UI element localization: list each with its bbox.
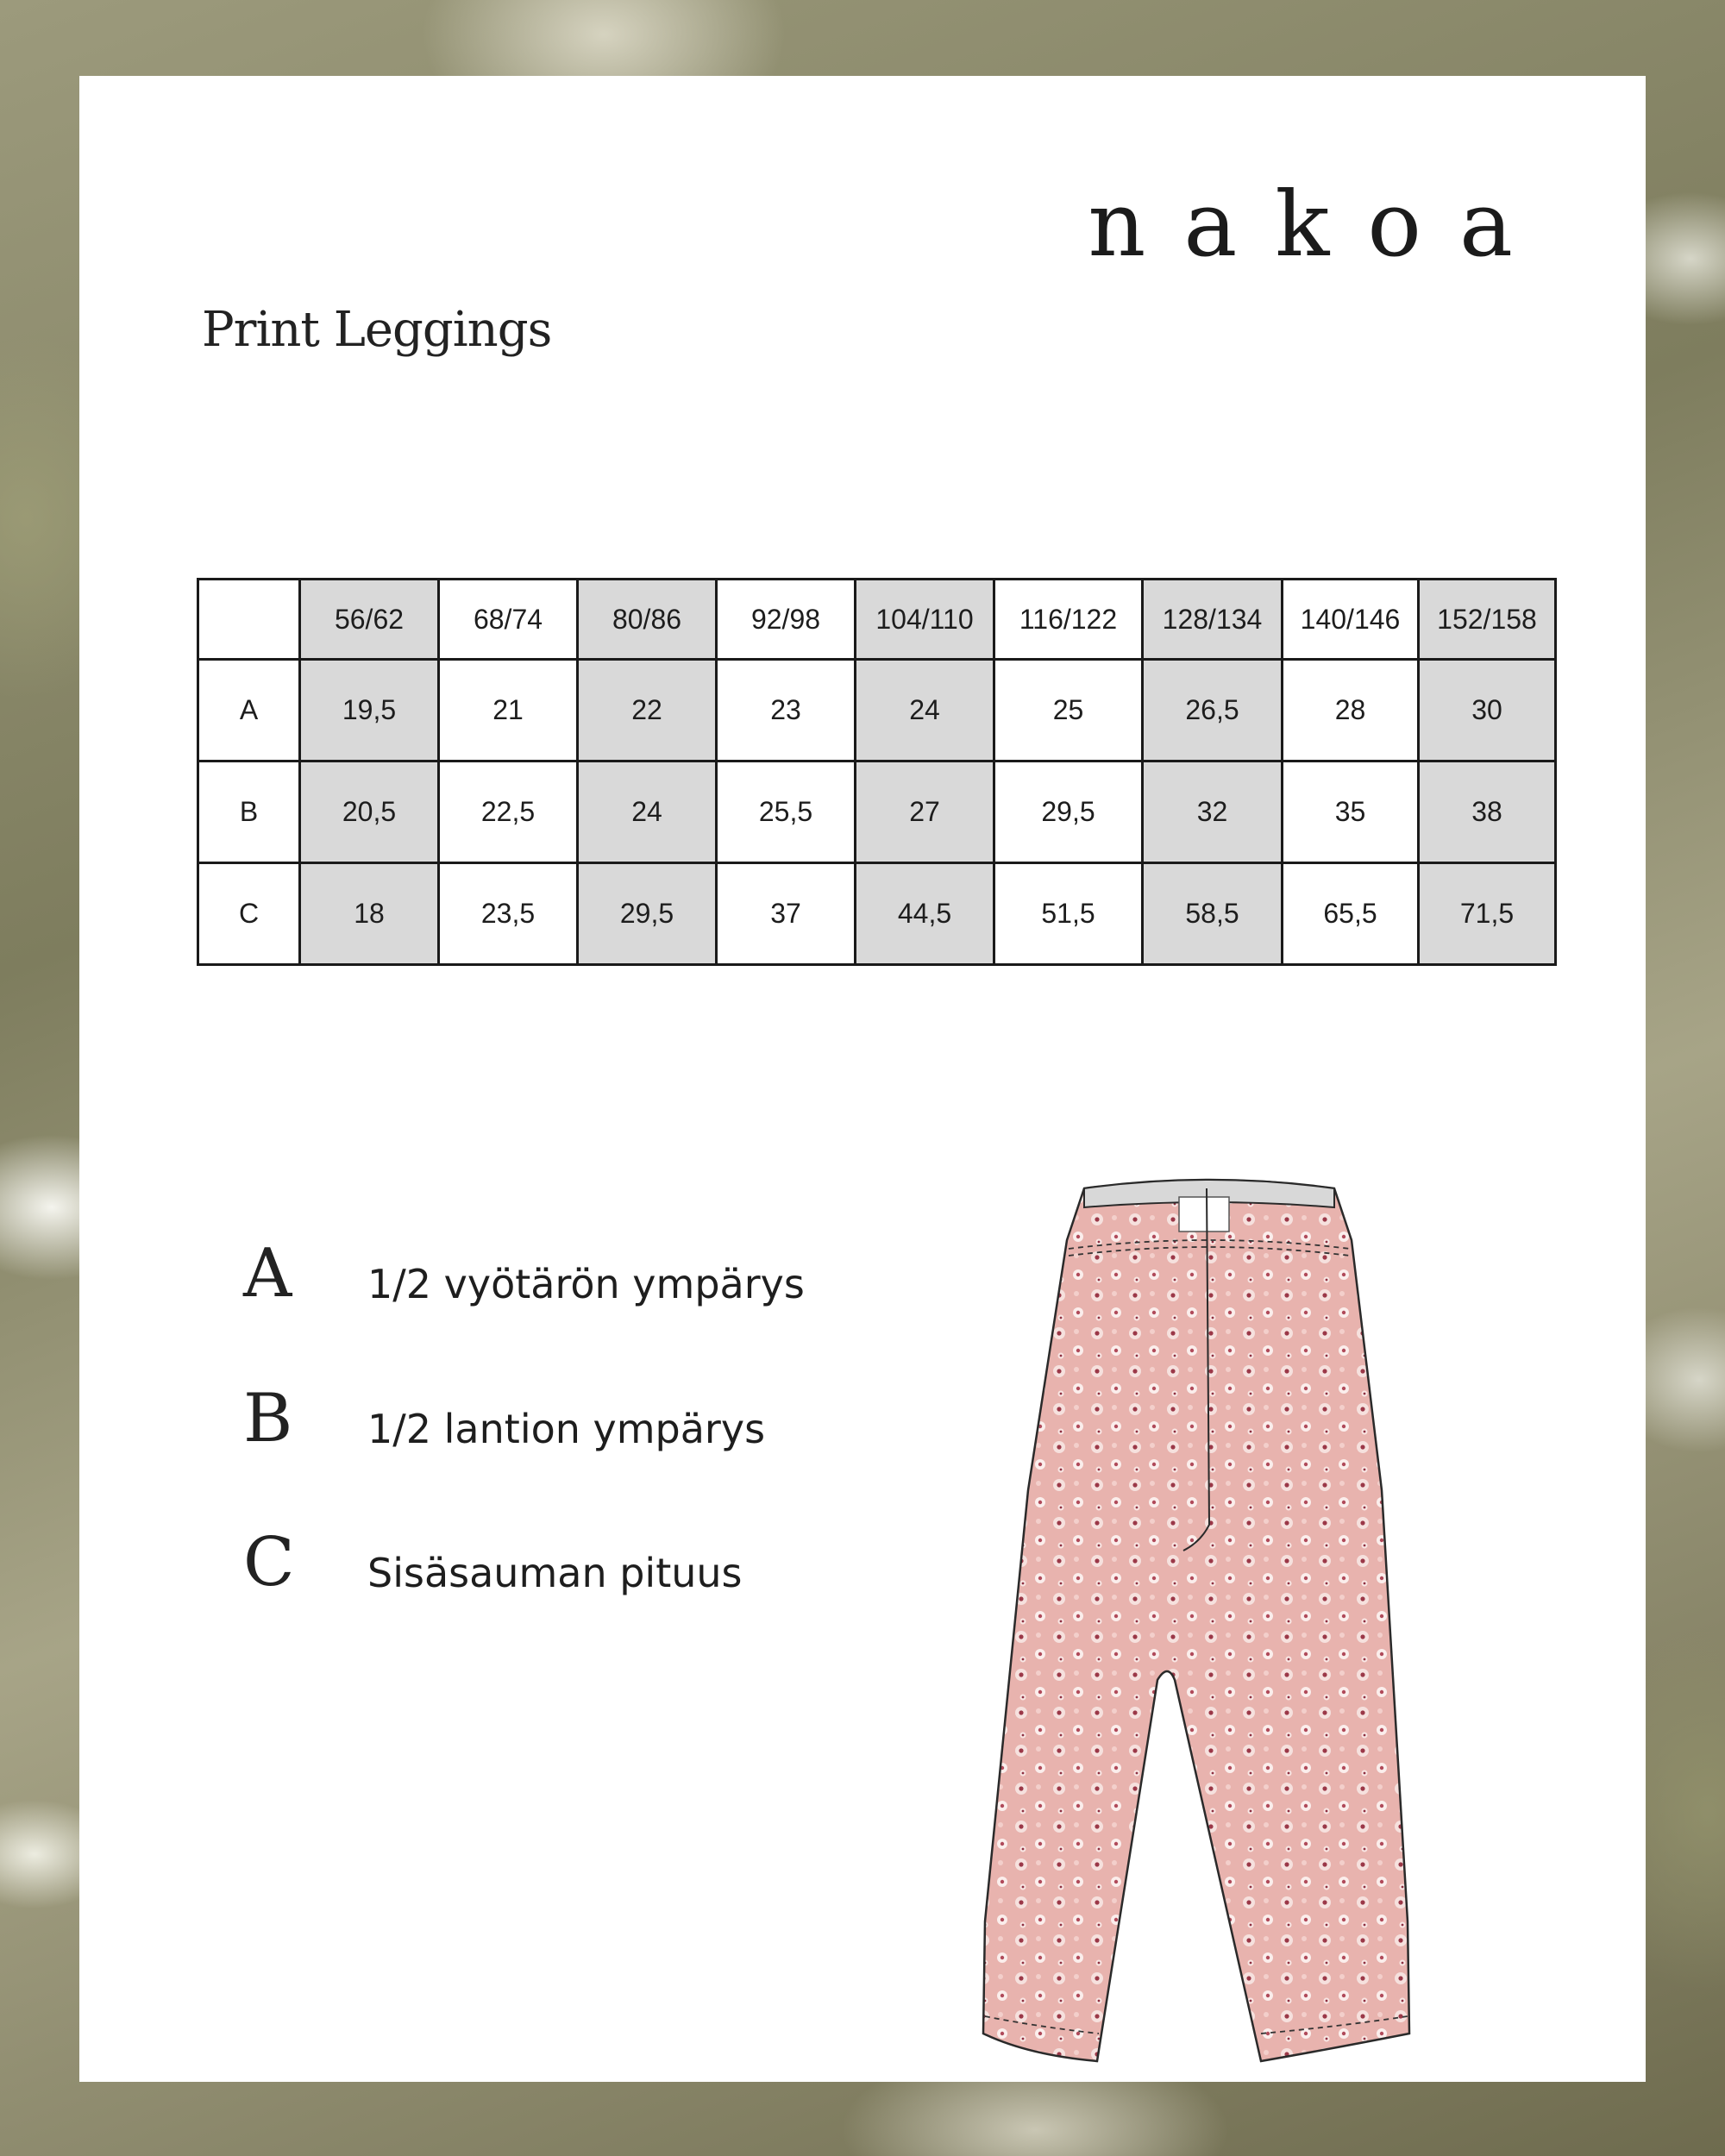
table-cell: 18 xyxy=(300,863,439,965)
table-cell: 22,5 xyxy=(439,761,578,863)
legend-item-a xyxy=(243,1235,933,1344)
table-cell: 23,5 xyxy=(439,863,578,965)
row-label: B xyxy=(198,761,300,863)
table-cell: 29,5 xyxy=(994,761,1143,863)
row-label: C xyxy=(198,863,300,965)
size-header: 68/74 xyxy=(439,580,578,660)
table-cell: 25,5 xyxy=(717,761,856,863)
size-header: 152/158 xyxy=(1419,580,1556,660)
table-cell: 22 xyxy=(578,660,717,761)
size-header: 128/134 xyxy=(1143,580,1283,660)
legend-text: 1/2 vyötärön ympärys xyxy=(367,1261,805,1307)
table-cell: 35 xyxy=(1283,761,1419,863)
table-row-c xyxy=(198,863,1556,965)
size-header: 140/146 xyxy=(1283,580,1419,660)
legend-text: Sisäsauman pituus xyxy=(367,1550,743,1596)
size-header: 92/98 xyxy=(717,580,856,660)
legend-letter: C xyxy=(243,1524,295,1601)
table-cell: 24 xyxy=(856,660,994,761)
size-header: 56/62 xyxy=(300,580,439,660)
leggings-shape xyxy=(983,1180,1409,2061)
size-table xyxy=(197,578,1557,966)
row-label: A xyxy=(198,660,300,761)
legend-item-b xyxy=(243,1380,933,1489)
page-title: Print Leggings xyxy=(202,302,552,358)
table-cell: 19,5 xyxy=(300,660,439,761)
legend-item-c xyxy=(243,1524,933,1633)
size-chart-card xyxy=(79,76,1646,2082)
legend-letter: A xyxy=(243,1235,292,1313)
brand-logo: nakoa xyxy=(1088,172,1551,277)
table-cell: 27 xyxy=(856,761,994,863)
table-cell: 20,5 xyxy=(300,761,439,863)
table-cell: 37 xyxy=(717,863,856,965)
table-cell: 28 xyxy=(1283,660,1419,761)
table-row-a xyxy=(198,660,1556,761)
table-cell: 51,5 xyxy=(994,863,1143,965)
table-cell: 25 xyxy=(994,660,1143,761)
table-cell: 65,5 xyxy=(1283,863,1419,965)
table-cell: 23 xyxy=(717,660,856,761)
table-cell: 26,5 xyxy=(1143,660,1283,761)
table-cell: 71,5 xyxy=(1419,863,1556,965)
table-cell: 44,5 xyxy=(856,863,994,965)
table-cell: 58,5 xyxy=(1143,863,1283,965)
size-header: 80/86 xyxy=(578,580,717,660)
size-header: 104/110 xyxy=(856,580,994,660)
table-cell: 30 xyxy=(1419,660,1556,761)
size-header-row xyxy=(198,580,1556,660)
brand-tag xyxy=(1179,1197,1229,1232)
table-cell: 21 xyxy=(439,660,578,761)
legend-letter: B xyxy=(243,1380,293,1457)
table-row-b xyxy=(198,761,1556,863)
table-cell: 29,5 xyxy=(578,863,717,965)
table-cell: 32 xyxy=(1143,761,1283,863)
legend-text: 1/2 lantion ympärys xyxy=(367,1406,766,1452)
size-header: 116/122 xyxy=(994,580,1143,660)
table-cell: 38 xyxy=(1419,761,1556,863)
header-corner xyxy=(198,580,300,660)
leggings-illustration xyxy=(899,1059,1520,2094)
table-cell: 24 xyxy=(578,761,717,863)
